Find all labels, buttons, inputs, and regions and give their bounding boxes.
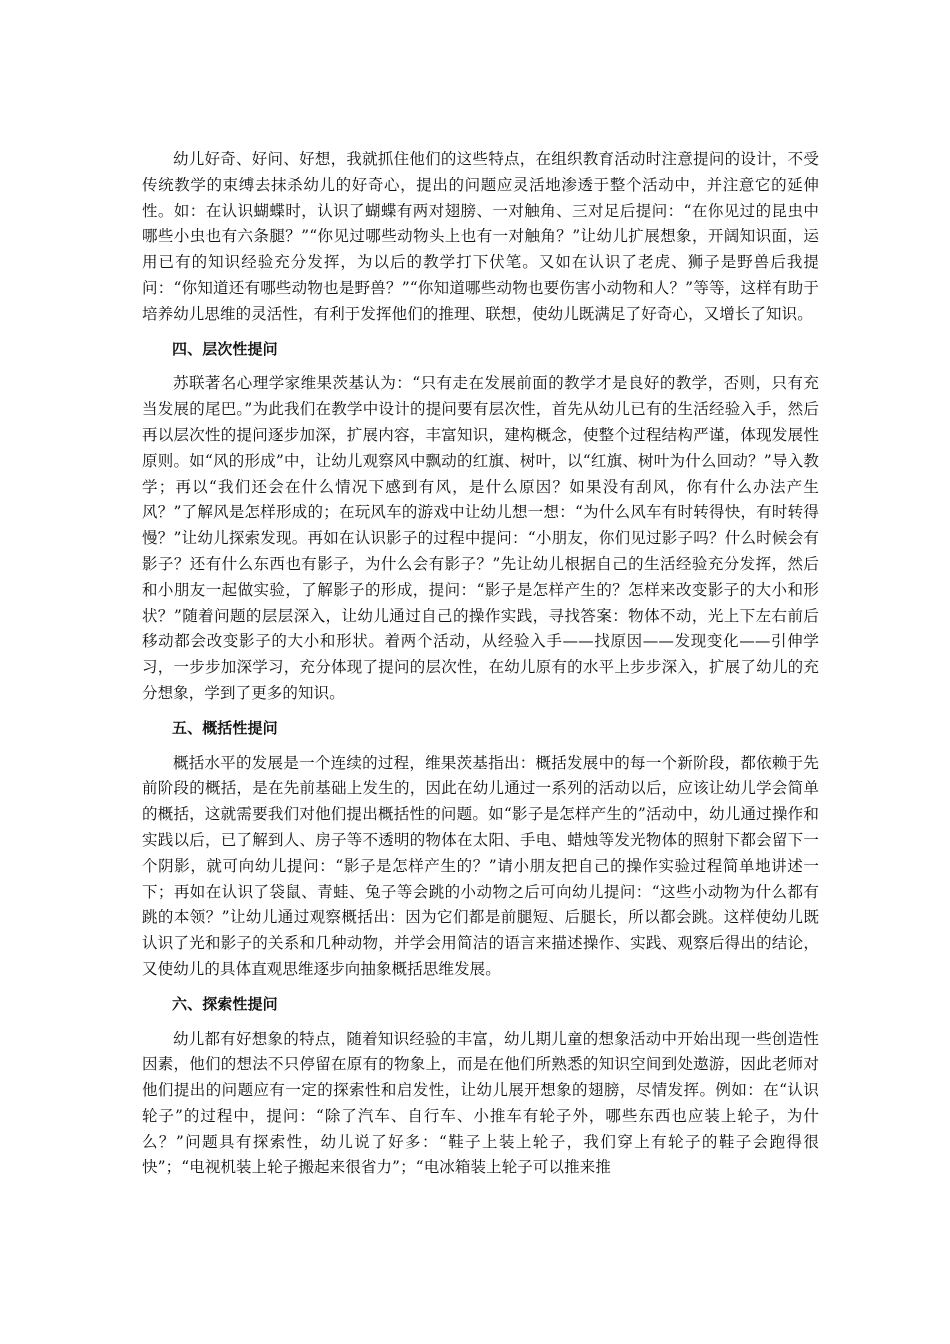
document-body bbox=[142, 147, 819, 1190]
section-paragraph-summary-questions: 概括水平的发展是一个连续的过程，维果茨基指出：概括发展中的每一个新阶段，都依赖于先前阶段的概括，是在先前基础上发生的，因此在幼儿通过一系列的活动以后，应该让幼儿学会简单的概括，这就需要我们对他们提出概括性的问题。如“影子是怎样产生的”活动中，幼儿通过操作和实践以后，已了解到人、房子等不透明的物体在太阳、手电、蜡烛等发光物体的照射下都会留下一个阴影，就可向幼儿提问：“影子是怎样产生的？”请小朋友把自己的操作实验过程简单地讲述一下；再如在认识了袋鼠、青蛙、兔子等会跳的小动物之后可向幼儿提问：“这些小动物为什么都有跳的本领？”让幼儿通过观察概括出：因为它们都是前腿短、后腿长，所以都会跳。这样使幼儿既认识了光和影子的关系和几种动物，并学会用简洁的语言来描述操作、实践、观察后得出的结论，又使幼儿的具体直观思维逐步向抽象概括思维发展。 bbox=[142, 753, 819, 978]
section-paragraph-layered-questions: 苏联著名心理学家维果茨基认为：“只有走在发展前面的教学才是良好的教学，否则，只有充当发展的尾巴。”为此我们在教学中设计的提问要有层次性，首先从幼儿已有的生活经验入手，然后再以层次性的提问逐步加深，扩展内容，丰富知识，建构概念，使整个过程结构严谨，体现发展性原则。如“风的形成”中，让幼儿观察风中飘动的红旗、树叶，以“红旗、树叶为什么回动？”导入教学；再以“我们还会在什么情况下感到有风，是什么原因？如果没有刮风，你有什么办法产生风？”了解风是怎样形成的；在玩风车的游戏中让幼儿想一想：“为什么风车有时转得快，有时转得慢？”让幼儿探索发现。再如在认识影子的过程中提问：“小朋友，你们见过影子吗？什么时候会有影子？还有什么东西也有影子，为什么会有影子？”先让幼儿根据自己的生活经验充分发挥，然后和小朋友一起做实验，了解影子的形成，提问：“影子是怎样产生的？怎样来改变影子的大小和形状？”随着问题的层层深入，让幼儿通过自己的操作实践，寻找答案：物体不动，光上下左右前后移动都会改变影子的大小和形状。着两个活动，从经验入手——找原因——发现变化——引伸学习，一步步加深学习，充分体现了提问的层次性，在幼儿原有的水平上步步深入，扩展了幼儿的充分想象，学到了更多的知识。 bbox=[142, 374, 819, 702]
section-heading-layered-questions: 四、层次性提问 bbox=[172, 339, 278, 358]
section-paragraph-exploratory-questions: 幼儿都有好想象的特点，随着知识经验的丰富，幼儿期儿童的想象活动中开始出现一些创造性因素，他们的想法不只停留在原有的物象上，而是在他们所熟悉的知识空间到处遨游，因此老师对他们提出的问题应有一定的探索性和启发性，让幼儿展开想象的翅膀，尽情发挥。例如：在“认识轮子”的过程中，提问：“除了汽车、自行车、小推车有轮子外，哪些东西也应装上轮子，为什么？”问题具有探索性，幼儿说了好多：“鞋子上装上轮子，我们穿上有轮子的鞋子会跑得很快”；“电视机装上轮子搬起来很省力”；“电冰箱装上轮子可以推来推 bbox=[142, 1029, 819, 1177]
section-heading-summary-questions: 五、概括性提问 bbox=[172, 718, 278, 737]
intro-paragraph: 幼儿好奇、好问、好想，我就抓住他们的这些特点，在组织教育活动时注意提问的设计，不受传统教学的束缚去抹杀幼儿的好奇心，提出的问题应灵活地渗透于整个活动中，并注意它的延伸性。如：在认识蝴蝶时，认识了蝴蝶有两对翅膀、一对触角、三对足后提问：“在你见过的昆虫中哪些小虫也有六条腿？”“你见过哪些动物头上也有一对触角？”让幼儿扩展想象，开阔知识面，运用已有的知识经验充分发挥，为以后的教学打下伏笔。又如在认识了老虎、狮子是野兽后我提问：“你知道还有哪些动物也是野兽？”“你知道哪些动物也要伤害小动物和人？”等等，这样有助于培养幼儿思维的灵活性，有利于发挥他们的推理、联想，使幼儿既满足了好奇心，又增长了知识。 bbox=[142, 150, 819, 323]
section-heading-exploratory-questions: 六、探索性提问 bbox=[172, 994, 278, 1013]
